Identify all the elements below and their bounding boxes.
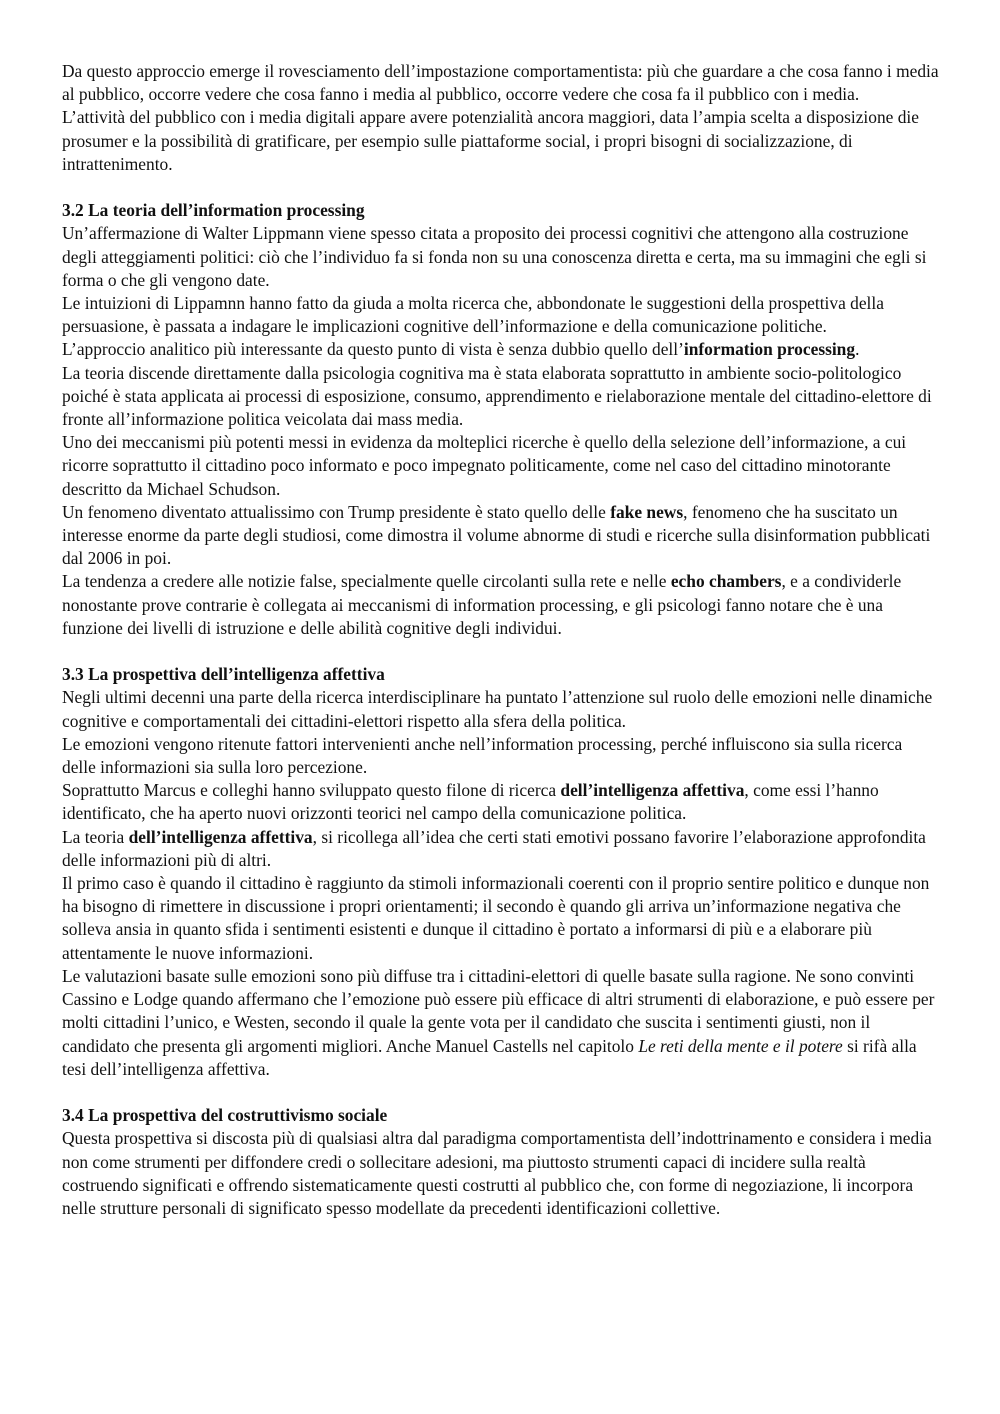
text-run: La tendenza a credere alle notizie false, specialmente quelle circolanti sulla rete e nelle [62,571,671,592]
text-run: si rifà alla tesi dell’intelligenza affettiva. [62,1035,917,1079]
section-3-4-paragraph-1: Questa prospettiva si discosta più di qualsiasi altra dal paradigma comportamentista dell’indottrinamento e considera i media non come strumenti per diffondere credi o sollecitare adesioni, ma piuttosto strumenti capaci di incidere sulla realtà costruendo significati e offrendo sistematicamente questi costrutti al pubblico che, con forme di negoziazione, li incorpora nelle strutture personali di significato spesso modellate da precedenti identificazioni collettive. [62,1128,932,1218]
section-3-2-paragraph-2: Le intuizioni di Lippamnn hanno fatto da giuda a molta ricerca che, abbondonate le suggestioni della prospettiva della persuasione, è passata a indagare le implicazioni cognitive dell’informazione e della comunicazione politiche. [62,293,884,337]
section-3-3-paragraph-2: Le emozioni vengono ritenute fattori intervenienti anche nell’information processing, perché influiscono sia sulla ricerca delle informazioni sia sulla loro percezione. [62,733,903,778]
section-3-2-paragraph-6 [62,501,940,571]
bold-term: dell’intelligenza affettiva [560,780,745,801]
text-run: , fenomeno che ha suscitato un interesse enorme da parte degli studiosi, come dimostra il volume abnorme di studi e ricerche sulla disinformation pubblicati dal 2006 in poi. [62,501,931,569]
paragraph-gap [62,640,940,663]
section-3-3-paragraph-3 [62,779,940,825]
document-page [62,60,940,1220]
bold-term: fake news [610,501,684,522]
section-3-2-paragraph-4: La teoria discende direttamente dalla psicologia cognitiva ma è stata elaborata soprattutto in ambiente socio-politologico poiché è stata applicata ai processi di esposizione, consumo, apprendimento e rielaborazione mentale del cittadino-elettore di fronte all’informazione politica veicolata dai mass media. [62,362,932,430]
text-run: Soprattutto Marcus e colleghi hanno sviluppato questo filone di ricerca [62,780,561,801]
text-run: , e a condividerle nonostante prove contrarie è collegata ai meccanismi di information processing, e gli psicologi fanno notare che è una funzione dei livelli di istruzione e delle abilità cognitive degli individui. [62,571,902,638]
text-run: La teoria [62,826,129,847]
bold-term: echo chambers [670,571,782,592]
section-3-2-paragraph-1: Un’affermazione di Walter Lippmann viene spesso citata a proposito dei processi cognitivi che attengono alla costruzione degli atteggiamenti politici: ciò che l’individuo fa si fonda non su una conoscenza diretta e certa, ma su immagini che egli si forma o che gli vengono date. [62,223,927,290]
section-3-3-paragraph-5: Il primo caso è quando il cittadino è raggiunto da stimoli informazionali coerenti con il proprio sentire politico e dunque non ha bisogno di rimettere in discussione i propri orientamenti; il secondo è quando gli arriva un’informazione negativa che solleva ansia in quanto sfida i sentimenti esistenti e dunque il cittadino è portato a informarsi di più e a elaborare più attentamente le nuove informazioni. [62,873,930,963]
paragraph-gap [62,176,940,199]
italic-title: Le reti della mente e il potere [638,1035,843,1056]
section-3-4-heading: 3.4 La prospettiva del costruttivismo sociale [62,1105,388,1126]
paragraph-gap [62,1081,940,1104]
intro-paragraph-1: Da questo approccio emerge il rovesciamento dell’impostazione comportamentista: più che guardare a che cosa fanno i media al pubblico, occorre vedere che cosa fanno i media al pubblico, occorre vedere che cosa fa il pubblico con i media. [62,61,939,105]
text-run: Un fenomeno diventato attualissimo con Trump presidente è stato quello delle [62,501,611,522]
bold-term: information processing [683,339,856,360]
intro-paragraph-2: L’attività del pubblico con i media digitali appare avere potenzialità ancora maggiori, data l’ampia scelta a disposizione die prosumer e la possibilità di gratificare, per esempio sulle piattaforme social, i propri bisogni di socializzazione, di intrattenimento. [62,107,919,174]
text-run: L’approccio analitico più interessante da questo punto di vista è senza dubbio quello dell’ [62,339,684,360]
section-3-3-paragraph-4 [62,826,940,872]
text-run: Le valutazioni basate sulle emozioni sono più diffuse tra i cittadini-elettori di quelle basate sulla ragione. Ne sono convinti Cassino e Lodge quando affermano che l’emozione può essere più efficace di altri strumenti di elaborazione, e può essere per molti cittadini l’unico, e Westen, secondo il quale la gente vota per il candidato che suscita i sentimenti giusti, non il candidato che presenta gli argomenti migliori. Anche Manuel Castells nel capitolo [62,965,935,1056]
bold-term: dell’intelligenza affettiva [128,826,313,847]
section-3-2-heading: 3.2 La teoria dell’information processing [62,200,365,221]
text-run: , come essi l’hanno identificato, che ha aperto nuovi orizzonti teorici nel campo della comunicazione politica. [62,780,879,824]
text-run: . [855,339,860,360]
section-3-2-paragraph-3 [62,338,940,361]
section-3-3-paragraph-6 [62,965,940,1081]
text-run: , si ricollega all’idea che certi stati emotivi possano favorire l’elaborazione approfondita delle informazioni più di altri. [62,826,926,870]
section-3-3-paragraph-1: Negli ultimi decenni una parte della ricerca interdisciplinare ha puntato l’attenzione sul ruolo delle emozioni nelle dinamiche cognitive e comportamentali dei cittadini-elettori rispetto alla sfera della politica. [62,687,933,731]
section-3-3-heading: 3.3 La prospettiva dell’intelligenza affettiva [62,664,385,685]
section-3-2-paragraph-7 [62,570,940,640]
section-3-2-paragraph-5: Uno dei meccanismi più potenti messi in evidenza da molteplici ricerche è quello della selezione dell’informazione, a cui ricorre soprattutto il cittadino poco informato e poco impegnato politicamente, come nel caso del cittadino minotorante descritto da Michael Schudson. [62,432,907,499]
